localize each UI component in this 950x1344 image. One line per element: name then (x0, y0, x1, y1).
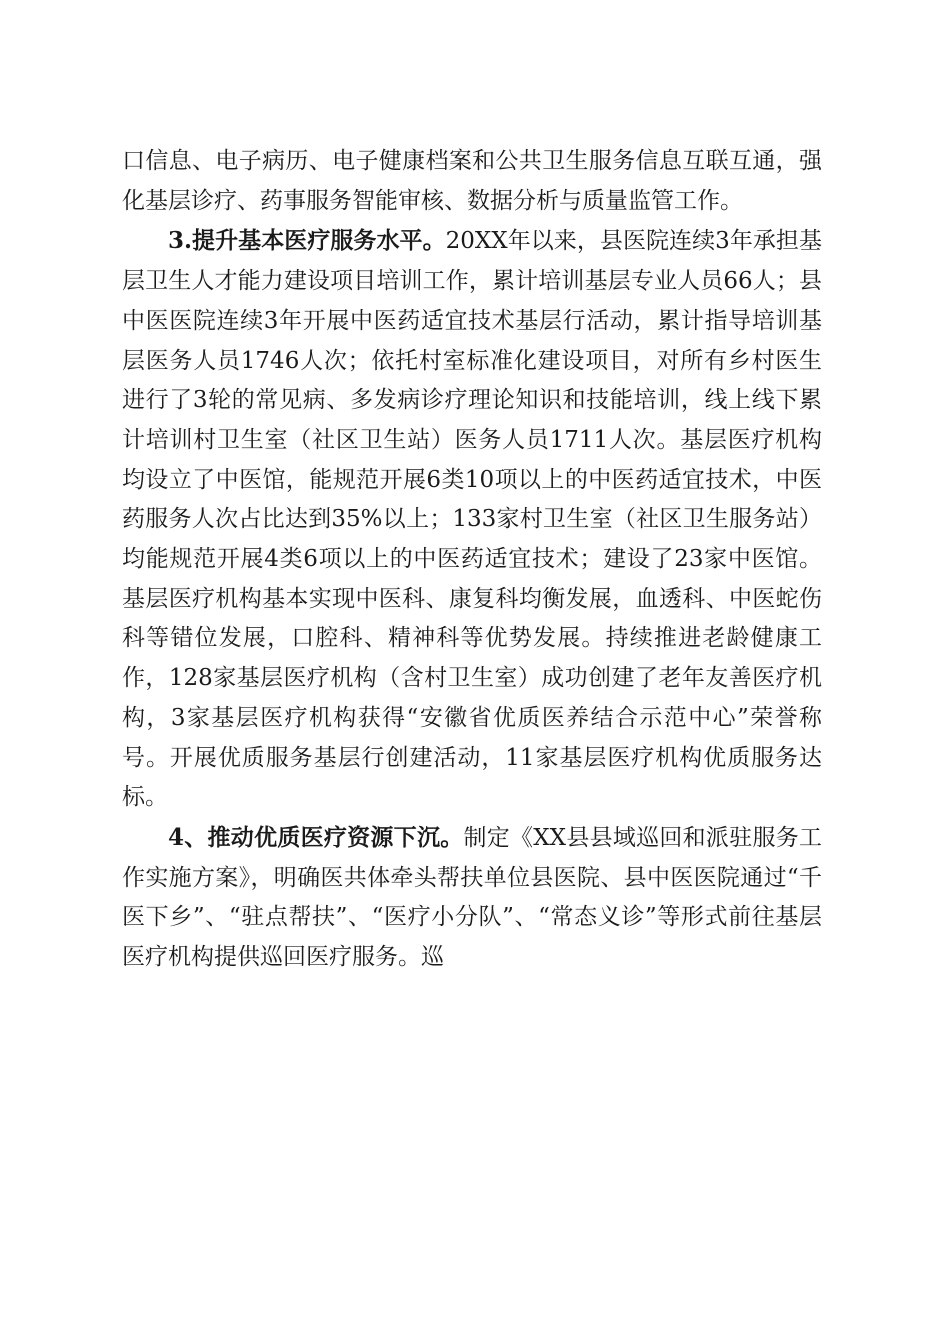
paragraph-heading: 3.提升基本医疗服务水平。 (168, 227, 446, 255)
paragraph-basic-medical-service (122, 221, 822, 818)
document-body (122, 142, 822, 978)
paragraph-body: 制定《XX县县域巡回和派驻服务工作实施方案》，明确医共体牵头帮扶单位县医院、县中医医院通过“千医下乡”、“驻点帮扶”、“医疗小分队”、“常态义诊”等形式前往基层医疗机构提供巡回医疗服务。巡 (122, 824, 822, 971)
paragraph-body: 20XX年以来，县医院连续3年承担基层卫生人才能力建设项目培训工作，累计培训基层专业人员66人；县中医医院连续3年开展中医药适宜技术基层行活动，累计指导培训基层医务人员1746人次；依托村室标准化建设项目，对所有乡村医生进行了3轮的常见病、多发病诊疗理论知识和技能培训，线上线下累计培训村卫生室（社区卫生站）医务人员1711人次。基层医疗机构均设立了中医馆，能规范开展6类10项以上的中医药适宜技术，中医药服务人次占比达到35%以上；133家村卫生室（社区卫生服务站）均能规范开展4类6项以上的中医药适宜技术；建设了23家中医馆。基层医疗机构基本实现中医科、康复科均衡发展，血透科、中医蛇伤科等错位发展，口腔科、精神科等优势发展。持续推进老龄健康工作，128家基层医疗机构（含村卫生室）成功创建了老年友善医疗机构，3家基层医疗机构获得“安徽省优质医养结合示范中心”荣誉称号。开展优质服务基层行创建活动，11家基层医疗机构优质服务达标。 (122, 228, 822, 811)
paragraph-body: 口信息、电子病历、电子健康档案和公共卫生服务信息互联互通，强化基层诊疗、药事服务智能审核、数据分析与质量监管工作。 (122, 148, 822, 214)
paragraph-heading: 4、推动优质医疗资源下沉。 (168, 823, 464, 851)
paragraph-continuation (122, 142, 822, 221)
paragraph-resource-sinking (122, 818, 822, 978)
